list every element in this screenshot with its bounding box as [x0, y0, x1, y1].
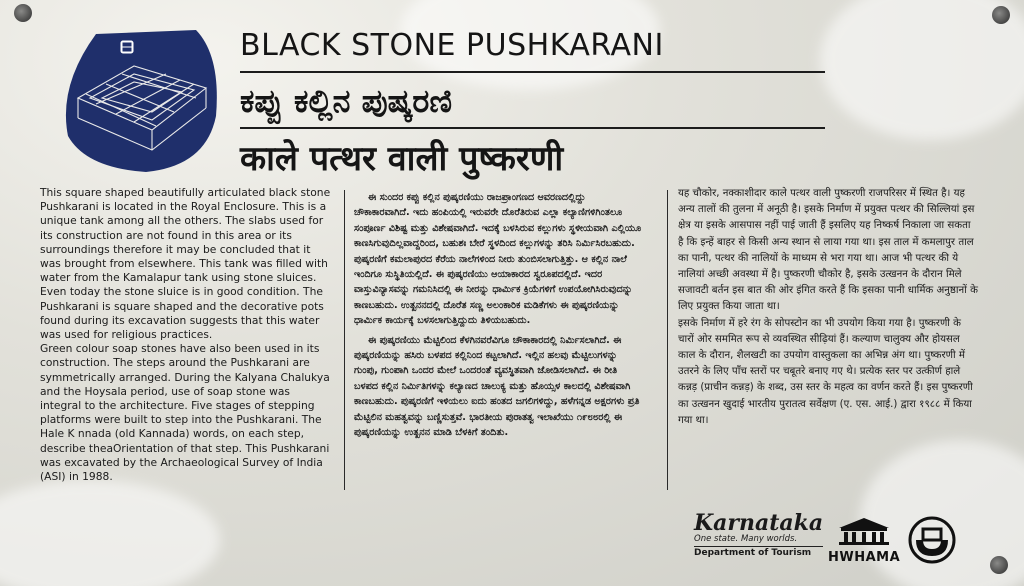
- karnataka-department: Department of Tourism: [694, 546, 823, 558]
- karnataka-wordmark: Karnataka: [694, 510, 824, 536]
- english-column: [40, 186, 332, 484]
- world-heritage-emblem-icon: [908, 516, 956, 564]
- pushkarani-illustration-icon: [56, 26, 226, 176]
- hwhama-building-icon: [835, 516, 893, 546]
- english-paragraph: This square shaped beautifully articulated black stone Pushkarani is located in the Royal Enclosure. This is a unique tank among all the others. The slabs used for its construction are not found in this area or its surroundings therefore it may be concluded that it was brought from elsewhere. This tank was filled with water from the Kamalapur tank using stone sluices. Even today the stone sluice is in good condition. The Pushkarani is square shaped and the decorative pots found during its excavation suggests that this water was used for religious practices.: [40, 186, 331, 342]
- corner-bolt-top-right: [992, 6, 1010, 24]
- hwhama-wordmark: HWHAMA: [828, 550, 901, 565]
- title-divider: [240, 71, 825, 73]
- hindi-paragraph: यह चौकोर, नक्काशीदार काले पत्थर वाली पुष्करणी राजपरिसर में स्थित है। यह अन्य तालों की तुलना में अनूठी है। इसके निर्माण में प्रयुक्त पत्थर की सिल्लियां इस क्षेत्र या इसके आसपास नहीं पाई जाती हैं इसलिए यह निष्कर्ष निकाला जा सकता है कि इन्हें बाहर से किसी अन्य स्थान से लाया गया था। इस ताल में कमलापुर ताल का पानी, पत्थर की नालियों के माध्यम से भरा गया था। आज भी पत्थर की ये नालियां अच्छी अवस्था में है। पुष्करणी चौकोर है, इसके उत्खनन के दौरान मिले सजावटी बर्तन इस बात की ओर इंगित करते हैं कि इसका पानी धार्मिक अनुष्ठानों के लिए प्रयुक्त किया जाता था।: [678, 188, 978, 313]
- karnataka-tagline: One state. Many worlds.: [694, 534, 798, 544]
- column-divider: [344, 190, 345, 490]
- hindi-paragraph: इसके निर्माण में हरे रंग के सोपस्टोन का भी उपयोग किया गया है। पुष्करणी के चारों ओर सममित रूप से व्यवस्थित सीढ़ियां हैं। कल्याण चालुक्य और होयसल काल के दौरान, शैलखटी का उपयोग वास्तुकला का अभिन्न अंग था। पुष्करणी में उतरने के लिए पाँच स्तरों पर चबूतरे बनाए गए थे। प्रत्येक स्तर पर उत्कीर्ण हाले कन्नड़ (प्राचीन कन्नड़) के शब्द, उस स्तर के महत्व का वर्णन करते हैं। इस पुष्करणी का उत्खनन खुदाई भारतीय पुरातत्व सर्वेक्षण (ए. एस. आई.) द्वारा १९८८ में किया गया था।: [678, 317, 973, 426]
- english-paragraph: Green colour soap stones have also been used in its construction. The steps around the Pushkarani are symmetrically arranged. During the Kalyana Chalukya and the Hoysala period, use of soap stone was integral to the architecture. Five stages of stepping platforms were built to step into the Pushkarani. The Hale K nnada (old Kannada) words, on each step, describe theaOrientation of that step. This Pushkarani was excavated by the Archaeological Survey of India (ASI) in 1988.: [40, 342, 330, 484]
- title-block: [240, 28, 840, 179]
- karnataka-tourism-logo: [694, 510, 823, 558]
- kannada-column: [354, 190, 644, 445]
- hindi-column: [678, 186, 978, 429]
- kannada-paragraph: ಈ ಸುಂದರ ಕಪ್ಪು ಕಲ್ಲಿನ ಪುಷ್ಕರಣಿಯು ರಾಜಪ್ರಾಂಗಣದ ಆವರಣದಲ್ಲಿದ್ದು ಚೌಕಾಕಾರವಾಗಿದೆ. ಇದು ಹಂಪಿಯಲ್ಲಿ ಇರುವರೇ ದೊರೆತಿರುವ ಎಲ್ಲಾ ಕಲ್ಯಾಣಿಗಳಿಗಿಂತಲೂ ಸಂಪೂರ್ಣ ವಿಶಿಷ್ಟ ಮತ್ತು ವಿಶೇಷವಾಗಿದೆ. ಇದಕ್ಕೆ ಬಳಸಿರುವ ಕಲ್ಲುಗಳು ಸ್ಥಳೀಯವಾಗಿ ಎಲ್ಲಿಯೂ ಕಾಣಸಿಗುವುದಿಲ್ಲವಾದ್ದರಿಂದ, ಬಹುಶಃ ಬೇರೆ ಸ್ಥಳದಿಂದ ಕಲ್ಲುಗಳನ್ನು ತರಿಸಿ ನಿರ್ಮಿಸಿರಬಹುದು. ಪುಷ್ಕರಣಿಗೆ ಕಮಲಾಪುರದ ಕೆರೆಯ ನಾಲೆಗಳಿಂದ ನೀರು ತುಂಬಿಸಲಾಗುತ್ತಿತ್ತು. ಆ ಕಲ್ಲಿನ ನಾಲೆ ಇಂದಿಗೂ ಸುಸ್ಥಿತಿಯಲ್ಲಿದೆ. ಈ ಪುಷ್ಕರಣಿಯು ಆಯಾಕಾರದ ಸ್ವರೂಪದಲ್ಲಿದೆ. ಇದರ ವಾಸ್ತುವಿನ್ಯಾಸವನ್ನು ಗಮನಿಸಿದಲ್ಲಿ ಈ ನೀರನ್ನು ಧಾರ್ಮಿಕ ಕ್ರಿಯೆಗಳಿಗೆ ಉಪಯೋಗಿಸಿರುವುದನ್ನು ಕಾಣಬಹುದು. ಉತ್ಖನನದಲ್ಲಿ ದೊರೆತ ಸಣ್ಣ ಅಲಂಕಾರಿಕ ಮಡಿಕೆಗಳು ಈ ಪುಷ್ಕರಣಿಯನ್ನು ಧಾರ್ಮಿಕ ಕಾರ್ಯಕ್ಕೆ ಬಳಸಲಾಗುತ್ತಿದ್ದುದು ತಿಳಿಯಬಹುದು.: [354, 192, 642, 327]
- hwhama-logo: [828, 516, 900, 565]
- corner-bolt-top-left: [14, 4, 32, 22]
- title-divider: [240, 127, 825, 129]
- column-divider: [667, 190, 668, 490]
- title-kannada: ಕಪ್ಪು ಕಲ್ಲಿನ ಪುಷ್ಕರಣಿ: [240, 82, 453, 120]
- corner-bolt-bottom-right: [990, 556, 1008, 574]
- title-hindi: काले पत्थर वाली पुष्करणी: [240, 139, 564, 179]
- kannada-paragraph: ಈ ಪುಷ್ಕರಣಿಯು ಮೆಟ್ಟಿಲಿಂದ ಕೆಳಗಿನವರೆವಿಗೂ ಚೌಕಾಕಾರದಲ್ಲಿ ನಿರ್ಮಿಸಲಾಗಿದೆ. ಈ ಪುಷ್ಕರಣಿಯನ್ನು ಹಸಿರು ಬಳಪದ ಕಲ್ಲಿನಿಂದ ಕಟ್ಟಲಾಗಿದೆ. ಇಲ್ಲಿನ ಹಲವು ಮೆಟ್ಟಿಲುಗಳನ್ನು ಗುಂಪು, ಗುಂಪಾಗಿ ಒಂದರ ಮೇಲೆ ಒಂದರಂತೆ ವ್ಯವಸ್ಥಿತವಾಗಿ ಜೋಡಿಸಲಾಗಿದೆ. ಈ ರೀತಿ ಬಳಪದ ಕಲ್ಲಿನ ನಿರ್ಮಿತಿಗಳನ್ನು ಕಲ್ಯಾಣದ ಚಾಲುಕ್ಯ ಮತ್ತು ಹೊಯ್ಸಳ ಕಾಲದಲ್ಲಿ ವಿಶೇಷವಾಗಿ ಕಾಣಬಹುದು. ಪುಷ್ಕರಣಿಗೆ ಇಳಿಯಲು ಐದು ಹಂತದ ಜಗಲಿಗಳಿದ್ದು, ಹಳೆಗನ್ನಡ ಅಕ್ಷರಗಳು ಪ್ರತಿ ಮೆಟ್ಟಿಲಿನ ಮಹತ್ವವನ್ನು ಬಣ್ಣಿಸುತ್ತವೆ. ಭಾರತೀಯ ಪುರಾತತ್ವ ಇಲಾಖೆಯು ೧೯೮೮ರಲ್ಲಿ ಈ ಪುಷ್ಕರಣಿಯನ್ನು ಉತ್ಖನನ ಮಾಡಿ ಬೆಳಕಿಗೆ ತಂದಿತು.: [354, 334, 640, 439]
- title-english: BLACK STONE PUSHKARANI: [240, 28, 664, 63]
